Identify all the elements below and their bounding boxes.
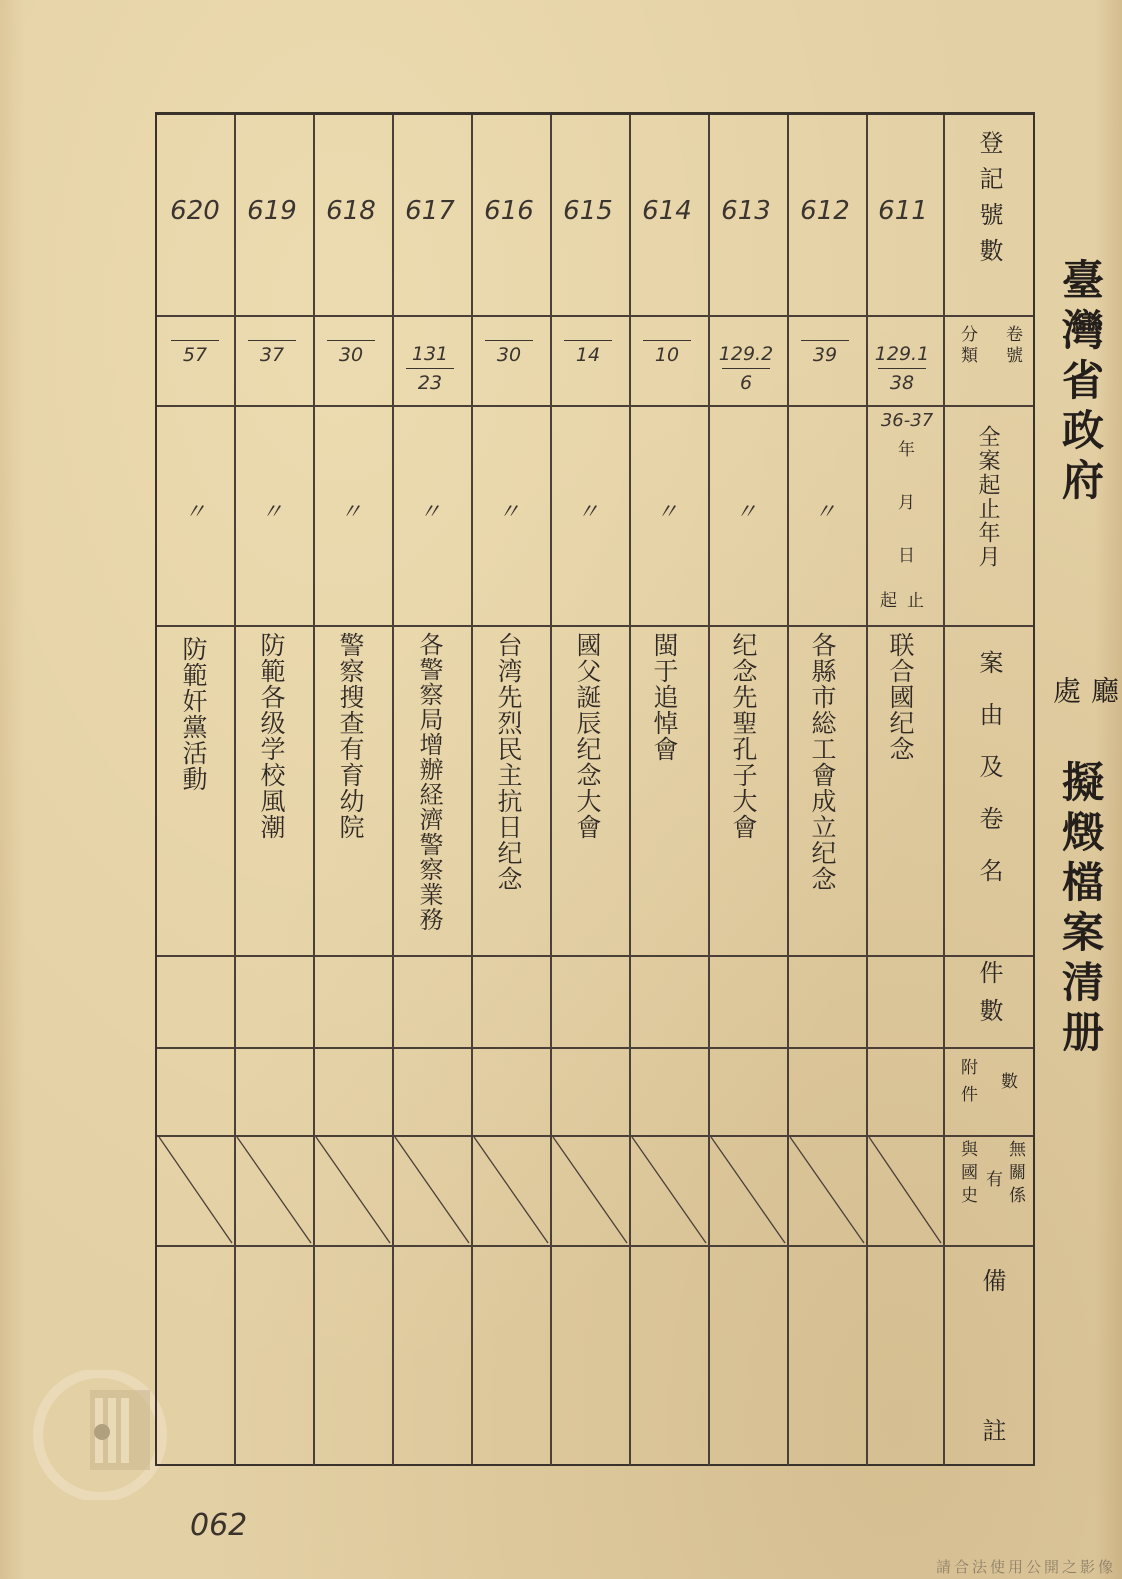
class-number-617: 131 23 — [400, 340, 460, 397]
reg-number-616: 616 — [484, 196, 534, 226]
subject-618: 警察搜查有育幼院 — [336, 632, 365, 840]
list-title: 擬燬檔案清册 — [1056, 760, 1105, 1060]
header-attachment-count: 數 — [997, 1072, 1017, 1093]
header-attachment: 附件 — [957, 1058, 977, 1112]
reg-number-619: 619 — [247, 196, 297, 226]
header-relation-yes: 有 — [982, 1170, 1002, 1191]
usage-watermark: 請合法使用公開之影像 — [935, 1558, 1116, 1576]
subject-614: 閩于追悼會 — [650, 632, 679, 762]
reg-number-615: 615 — [563, 196, 613, 226]
header-volume-number: 卷號 — [1002, 325, 1022, 367]
class-number-615: 14 — [558, 340, 618, 369]
subject-616: 台湾先烈民主抗日纪念 — [494, 632, 523, 892]
header-relation-none: 無關係 — [1005, 1140, 1025, 1209]
date-start-end-611: 起止 — [880, 591, 934, 611]
subject-613: 纪念先聖孔子大會 — [729, 632, 758, 840]
subject-612: 各縣市総工會成立纪念 — [808, 632, 837, 892]
ditto-612: 〃 — [813, 500, 836, 525]
header-remarks-2: 註 — [978, 1418, 1006, 1454]
government-title: 臺灣省政府 — [1056, 258, 1105, 508]
subject-611: 联合國纪念 — [886, 632, 915, 762]
reg-number-611: 611 — [878, 196, 928, 226]
reg-number-613: 613 — [721, 196, 771, 226]
page-number-handwritten: 062 — [190, 1508, 248, 1543]
header-date-range: 全案起止年月 — [975, 425, 1000, 569]
class-number-616: 30 — [479, 340, 539, 369]
ditto-620: 〃 — [183, 500, 206, 525]
ditto-616: 〃 — [497, 500, 520, 525]
header-registration-number: 登記號數 — [975, 130, 1003, 274]
class-number-612: 39 — [795, 340, 855, 369]
date-units-611: 年月日 — [894, 440, 914, 599]
ditto-613: 〃 — [734, 500, 757, 525]
class-number-618: 30 — [321, 340, 381, 369]
header-subject: 案由及卷名 — [975, 650, 1003, 910]
ditto-617: 〃 — [418, 500, 441, 525]
class-number-620: 57 — [165, 340, 225, 369]
subject-615: 國父誕辰纪念大會 — [573, 632, 602, 840]
reg-number-614: 614 — [642, 196, 692, 226]
header-remarks-1: 備 — [978, 1268, 1006, 1304]
reg-number-612: 612 — [800, 196, 850, 226]
subject-617: 各警察局增辦経濟警察業務 — [415, 632, 443, 932]
class-number-611: 129.1 38 — [874, 343, 930, 394]
class-number-614: 10 — [637, 340, 697, 369]
ditto-615: 〃 — [576, 500, 599, 525]
class-number-613: 129.2 6 — [718, 343, 774, 394]
reg-number-617: 617 — [405, 196, 455, 226]
header-relation-history: 與國史 — [957, 1140, 977, 1209]
subject-620: 防範奸黨活動 — [179, 636, 208, 792]
header-classification: 分類 — [957, 325, 977, 367]
ditto-618: 〃 — [339, 500, 362, 525]
ditto-614: 〃 — [655, 500, 678, 525]
subject-619: 防範各级学校風潮 — [257, 632, 286, 840]
header-item-count: 件數 — [975, 960, 1003, 1036]
date-start-611: 36-37 — [880, 410, 934, 431]
office-label: 處 — [1049, 676, 1082, 708]
reg-number-618: 618 — [326, 196, 376, 226]
class-number-619: 37 — [242, 340, 302, 369]
reg-number-620: 620 — [170, 196, 220, 226]
department-label: 廳 — [1087, 676, 1120, 708]
ditto-619: 〃 — [260, 500, 283, 525]
